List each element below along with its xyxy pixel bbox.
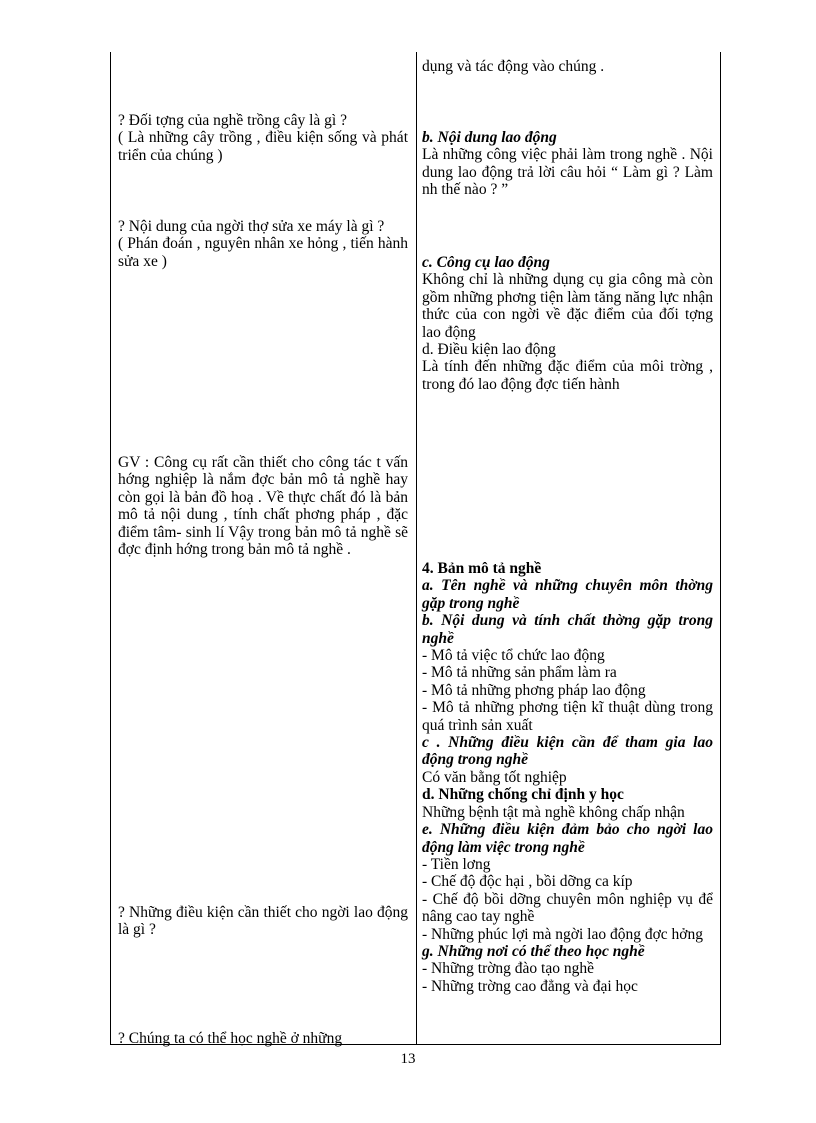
continued-line	[422, 58, 713, 75]
list-item: - Mô tả những phơng tiện kĩ thuật dùng trong quá trình sản xuất	[422, 699, 713, 734]
body-text: Là tính đến những đặc điểm của môi trờng , trong đó lao động đợc tiến hành	[422, 358, 713, 393]
lesson-table	[110, 52, 721, 1045]
question-text: ? Đối tợng của nghề trồng cây là gì ?	[118, 112, 347, 129]
list-item: - Những trờng đào tạo nghề	[422, 960, 594, 978]
subsection-heading: c . Những điều kiện cần để tham gia lao động trong nghề	[422, 734, 713, 769]
subsection-heading: g. Những nơi có thể theo học nghề	[422, 942, 645, 960]
subsection-heading: d. Những chống chỉ định y học	[422, 786, 624, 804]
body-text: Là những công việc phải làm trong nghề . Nội dung lao động trả lời câu hỏi “ Làm gì ? Làm nh thế nào ? ”	[422, 146, 713, 199]
column-divider	[416, 52, 417, 1044]
list-item: - Mô tả việc tổ chức lao động	[422, 647, 605, 665]
section-heading: c. Công cụ lao động	[422, 254, 550, 271]
answer-text: ( Là những cây trồng , điều kiện sống và phát triển của chúng )	[118, 129, 408, 164]
question-object-of-work	[118, 112, 408, 164]
question-worker-content	[118, 218, 408, 270]
list-item: - Mô tả những phơng pháp lao động	[422, 681, 646, 699]
list-item: - Những trờng cao đẳng và đại học	[422, 977, 638, 995]
section-heading: b. Nội dung lao động	[422, 129, 557, 146]
teacher-note	[118, 454, 408, 558]
list-item: - Mô tả những sản phẩm làm ra	[422, 664, 617, 682]
question-text: ? Những điều kiện cần thiết cho ngời lao động là gì ?	[118, 904, 408, 939]
section-b-labor-content	[422, 129, 713, 199]
question-text: ? Chúng ta có thể học nghề ở những	[118, 1030, 343, 1047]
body-text: dụng và tác động vào chúng .	[422, 58, 605, 75]
list-item: - Tiền lơng	[422, 855, 491, 873]
list-item: - Chế độ độc hại , bồi dỡng ca kíp	[422, 873, 633, 891]
body-text: Không chỉ là những dụng cụ gia công mà còn gồm những phơng tiện làm tăng năng lực nhận thức của con ngời về đặc điểm của đối tợng lao động	[422, 271, 713, 341]
section-c-labor-tools	[422, 254, 713, 393]
section-heading: d. Điều kiện lao động	[422, 341, 556, 359]
question-text: ? Nội dung của ngời thợ sửa xe máy là gì ?	[118, 218, 385, 235]
section-4-job-description	[422, 560, 713, 995]
body-text: Những bệnh tật mà nghề không chấp nhận	[422, 803, 685, 821]
subsection-heading: b. Nội dung và tính chất thờng gặp trong nghề	[422, 612, 713, 647]
subsection-heading: e. Những điều kiện đảm bảo cho ngời lao động làm việc trong nghề	[422, 821, 713, 856]
body-text: Có văn bằng tốt nghiệp	[422, 768, 567, 786]
section-heading: 4. Bản mô tả nghề	[422, 560, 542, 577]
subsection-heading: a. Tên nghề và những chuyên môn thờng gặp trong nghề	[422, 577, 713, 612]
teacher-note-text: GV : Công cụ rất cần thiết cho công tác t vấn hớng nghiệp là nắm đợc bản mô tả nghề hay còn gọi là bản đồ hoạ . Về thực chất đó là bản mô tả nội dung , tính chất phơng pháp , đặc điểm tâm- sinh lí Vậy trong bản mô tả nghề sẽ đợc định hớng trong bản mô tả nghề .	[118, 454, 408, 559]
question-where-to-study	[118, 1030, 408, 1047]
page-number: 13	[400, 1051, 416, 1067]
list-item: - Những phúc lợi mà ngời lao động đợc hởng	[422, 925, 703, 943]
list-item: - Chế độ bồi dỡng chuyên môn nghiệp vụ để nâng cao tay nghề	[422, 890, 713, 926]
answer-text: ( Phán đoán , nguyên nhân xe hỏng , tiến hành sửa xe )	[118, 235, 408, 270]
question-worker-conditions	[118, 904, 408, 939]
